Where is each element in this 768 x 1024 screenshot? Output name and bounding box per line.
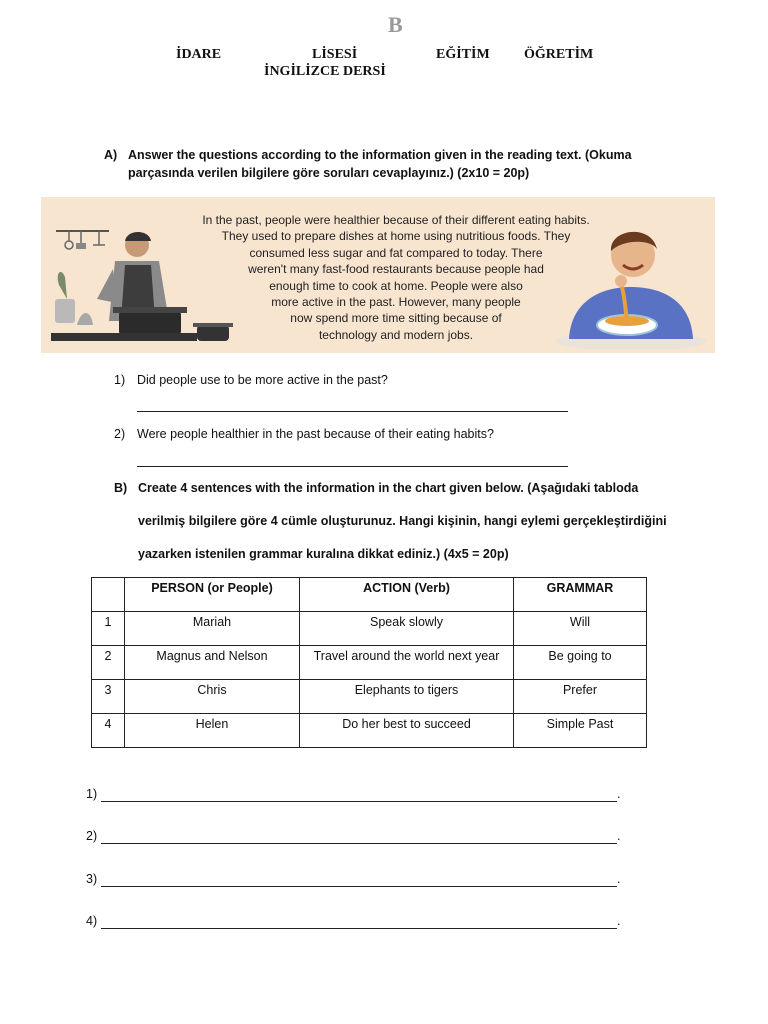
- reading-line: technology and modern jobs.: [318, 327, 474, 342]
- table-cell: Do her best to succeed: [300, 714, 514, 748]
- table-header-cell: GRAMMAR: [514, 578, 647, 612]
- answer-4-number: 4): [86, 914, 98, 928]
- question-1-text: Did people use to be more active in the past?: [137, 373, 388, 387]
- reading-line: In the past, people were healthier because of their different eating habits.: [202, 213, 590, 227]
- answer-2-end: .: [617, 829, 621, 843]
- table-header-row: [92, 578, 647, 612]
- section-a-instruction-line1: Answer the questions according to the information given in the reading text. (Okuma: [128, 148, 632, 162]
- answer-4-line[interactable]: [101, 928, 617, 929]
- table-header-cell: ACTION (Verb): [300, 578, 514, 612]
- table-cell: Travel around the world next year: [300, 646, 514, 680]
- table-cell: Speak slowly: [300, 612, 514, 646]
- header-word-lisesi: LİSESİ: [312, 47, 358, 62]
- table-row: [92, 646, 647, 680]
- table-row: [92, 612, 647, 646]
- table-cell: Prefer: [514, 680, 647, 714]
- table-cell: Simple Past: [514, 714, 647, 748]
- eating-man-illustration-icon: [551, 221, 711, 349]
- question-2-answer-line[interactable]: [137, 466, 568, 467]
- header-word-egitim: EĞİTİM: [436, 47, 490, 62]
- question-1-number: 1): [114, 373, 126, 387]
- table-cell: Be going to: [514, 646, 647, 680]
- section-a-marker: A): [104, 148, 118, 162]
- reading-text-banner: [41, 197, 715, 353]
- section-a-instruction-line2: parçasında verilen bilgilere göre soruları cevaplayınız.) (2x10 = 20p): [128, 166, 530, 180]
- section-b-instruction-line2: verilmiş bilgilere göre 4 cümle oluşturunuz. Hangi kişinin, hangi eylemi gerçekleştirdiğini: [138, 514, 667, 528]
- version-letter: B: [388, 12, 403, 37]
- answer-1-line[interactable]: [101, 801, 617, 802]
- table-cell: 1: [92, 612, 125, 646]
- table-row: [92, 714, 647, 748]
- answer-3-number: 3): [86, 872, 98, 886]
- section-b-marker: B): [114, 481, 128, 495]
- question-1-answer-line[interactable]: [137, 411, 568, 412]
- question-2-number: 2): [114, 427, 126, 441]
- header-word-ogretim: ÖĞRETİM: [524, 47, 594, 62]
- table-cell: Elephants to tigers: [300, 680, 514, 714]
- table-header-cell: [92, 578, 125, 612]
- answer-2-line[interactable]: [101, 843, 617, 844]
- section-b-instruction-line3: yazarken istenilen grammar kuralına dikkat ediniz.) (4x5 = 20p): [138, 547, 509, 561]
- answer-3-line[interactable]: [101, 886, 617, 887]
- table-cell: 2: [92, 646, 125, 680]
- answer-2-number: 2): [86, 829, 98, 843]
- section-b-instruction-line1: Create 4 sentences with the information in the chart given below. (Aşağıdaki tabloda: [138, 481, 639, 495]
- table-cell: Magnus and Nelson: [125, 646, 300, 680]
- answer-3-end: .: [617, 872, 621, 886]
- table-cell: Mariah: [125, 612, 300, 646]
- reading-line: consumed less sugar and fat compared to today. There: [249, 245, 543, 260]
- sentence-info-table: [91, 577, 647, 748]
- reading-line: enough time to cook at home. People were also: [269, 278, 523, 293]
- answer-4-end: .: [617, 914, 621, 928]
- question-2-text: Were people healthier in the past because of their eating habits?: [137, 427, 494, 441]
- reading-line: now spend more time sitting because of: [290, 311, 502, 326]
- header-course-title: İNGİLİZCE DERSİ: [264, 64, 386, 79]
- table-header-cell: PERSON (or People): [125, 578, 300, 612]
- table-cell: 3: [92, 680, 125, 714]
- table-cell: Chris: [125, 680, 300, 714]
- table-cell: Will: [514, 612, 647, 646]
- answer-1-number: 1): [86, 787, 98, 801]
- answer-1-end: .: [617, 787, 621, 801]
- reading-line: more active in the past. However, many people: [271, 295, 521, 310]
- reading-line: weren't many fast-food restaurants because people had: [248, 262, 544, 277]
- table-cell: Helen: [125, 714, 300, 748]
- header-word-idare: İDARE: [176, 47, 222, 62]
- table-cell: 4: [92, 714, 125, 748]
- reading-line: They used to prepare dishes at home using nutritious foods. They: [221, 229, 571, 244]
- table-row: [92, 680, 647, 714]
